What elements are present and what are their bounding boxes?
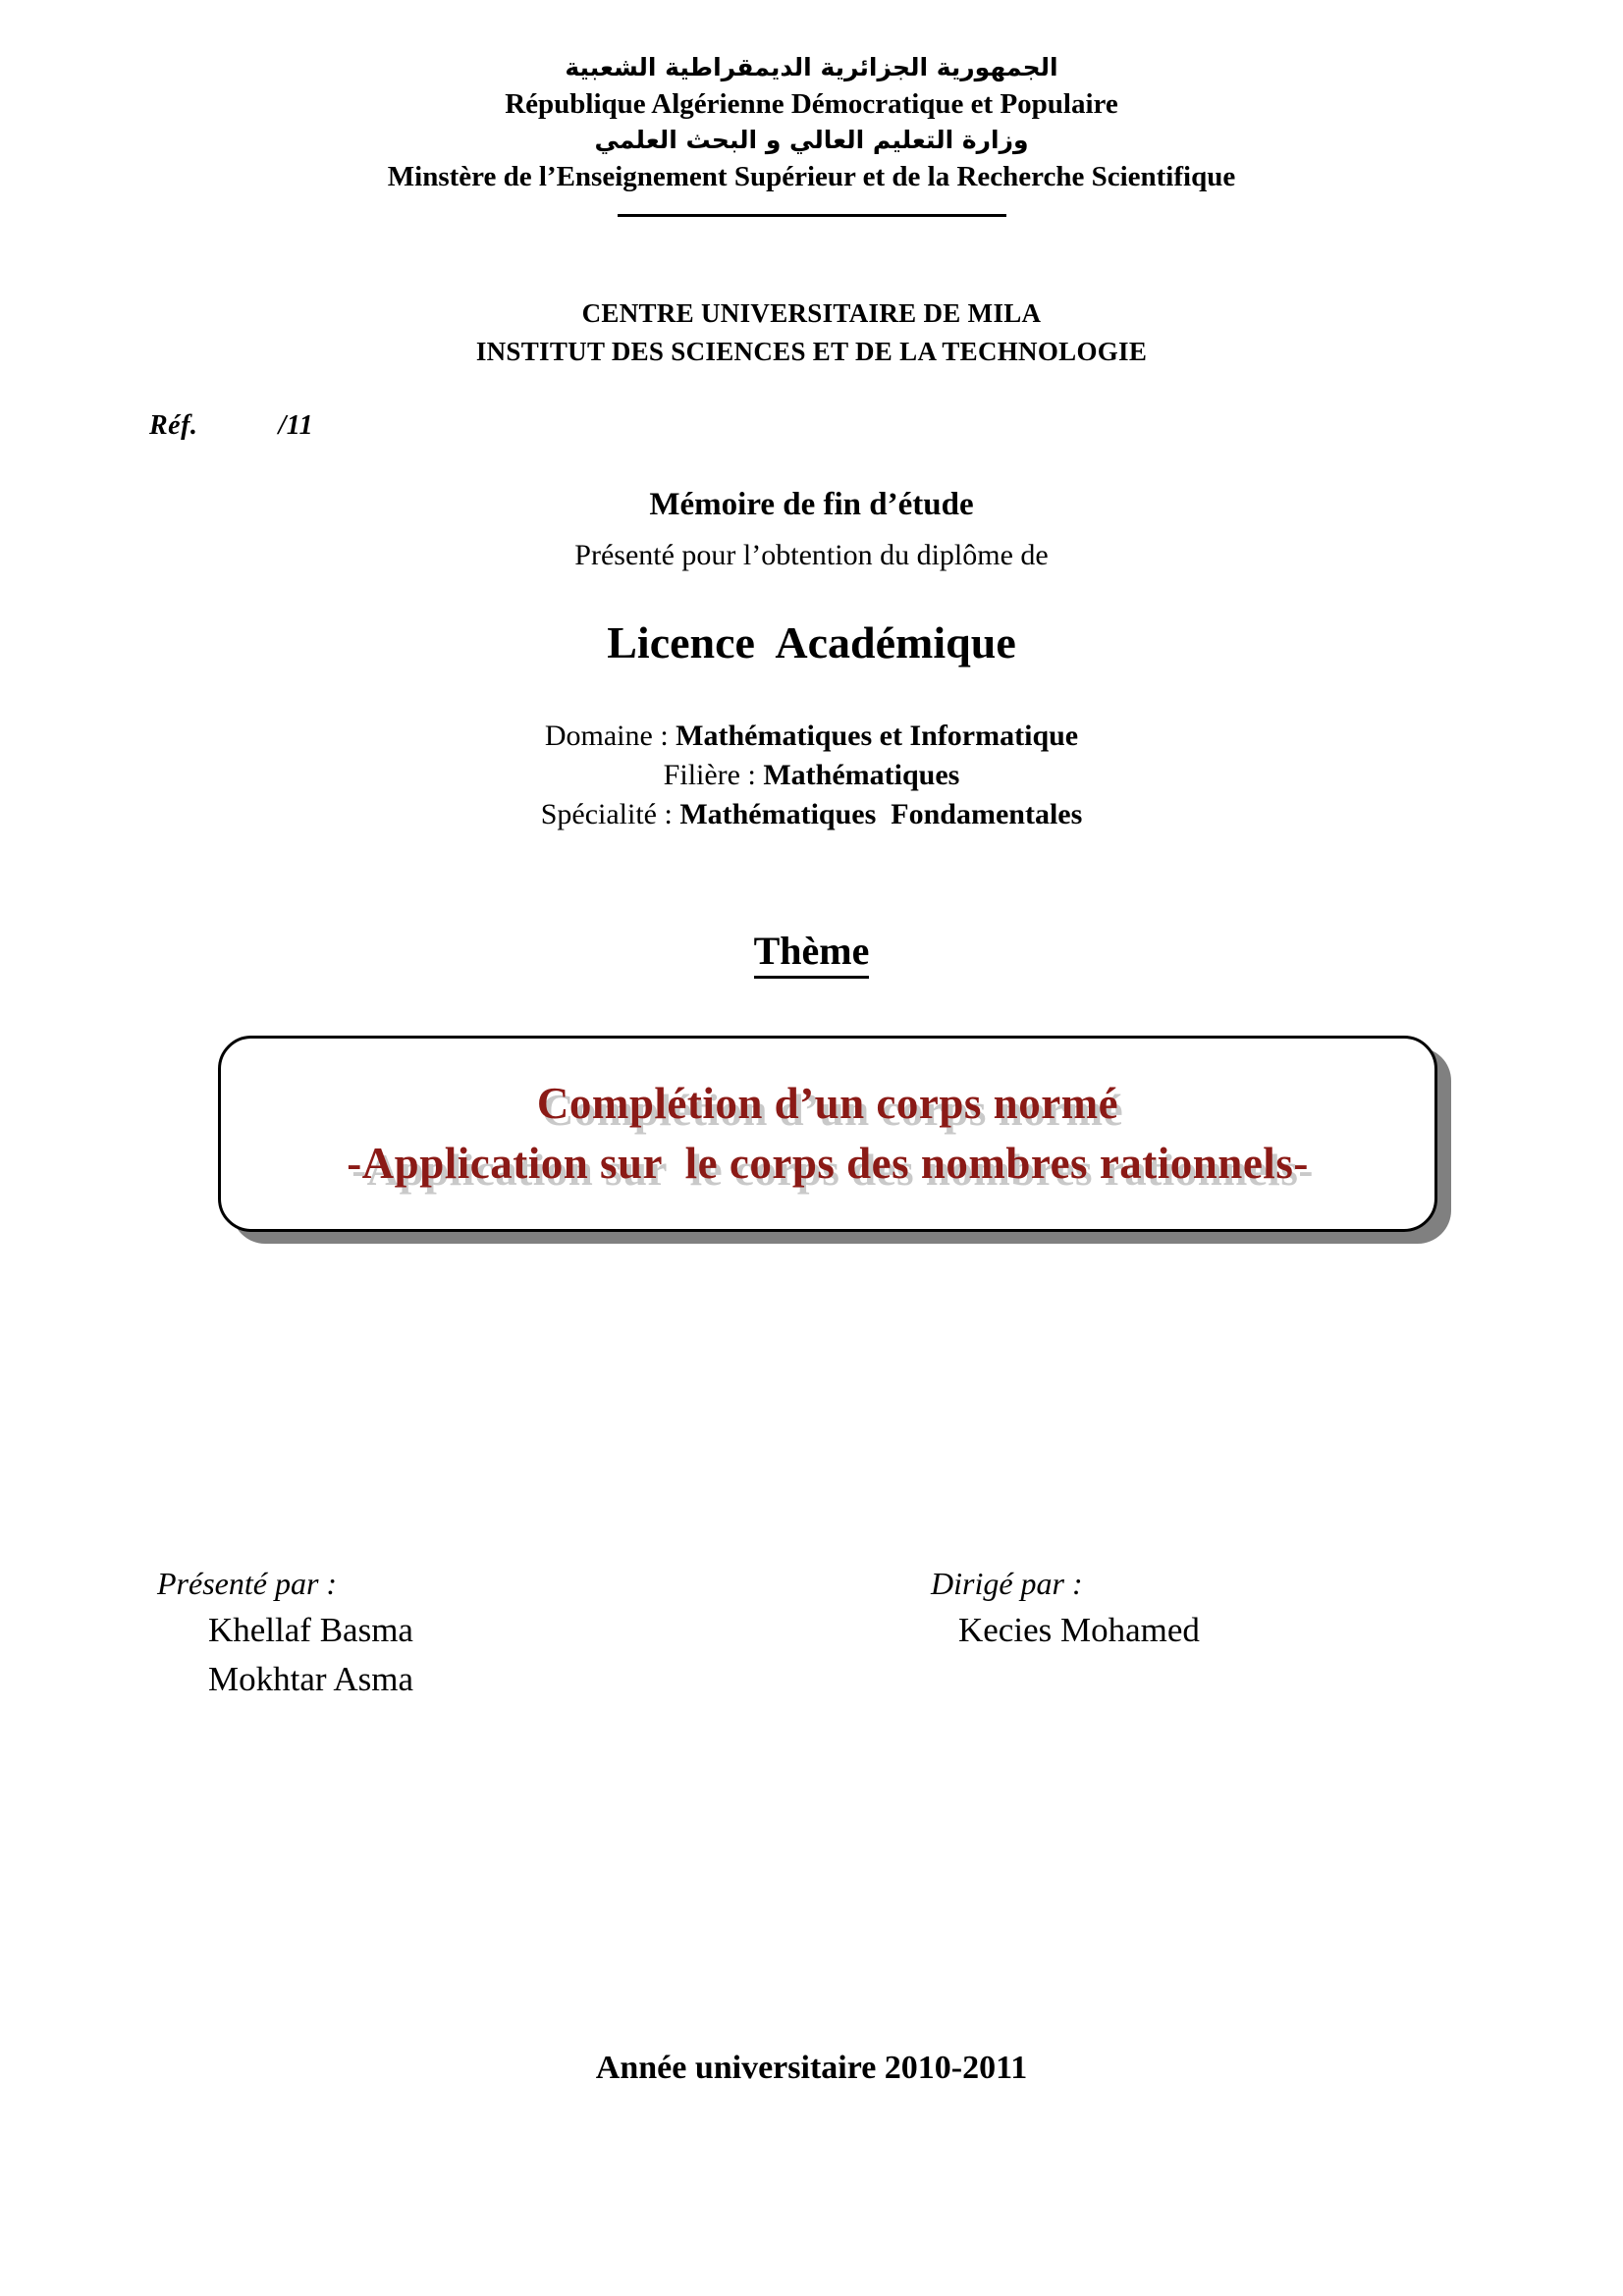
supervisor-name-1: Kecies Mohamed bbox=[958, 1611, 1200, 1649]
specialite-row bbox=[0, 795, 1623, 834]
supervised-by-label: Dirigé par : bbox=[931, 1566, 1083, 1601]
presented-by-column bbox=[157, 1561, 413, 1704]
program-details bbox=[0, 717, 1623, 834]
domaine-row bbox=[0, 717, 1623, 756]
thesis-title-box bbox=[218, 1036, 1437, 1232]
student-name-1: Khellaf Basma bbox=[208, 1611, 413, 1649]
header-french-ministry: Minstère de l’Enseignement Supérieur et de la Recherche Scientifique bbox=[387, 161, 1236, 192]
institute-name: INSTITUT DES SCIENCES ET DE LA TECHNOLOGIE bbox=[475, 337, 1148, 366]
filiere-label: Filière : bbox=[663, 759, 764, 791]
header-arabic-republic: الجمهورية الجزائرية الديمقراطية الشعبية bbox=[565, 53, 1058, 81]
institution-block bbox=[0, 294, 1623, 371]
filiere-value: Mathématiques bbox=[763, 759, 960, 791]
domaine-label: Domaine : bbox=[544, 720, 676, 752]
domaine-value: Mathématiques et Informatique bbox=[676, 720, 1079, 752]
reference-value: /11 bbox=[278, 410, 314, 441]
header-french-republic: République Algérienne Démocratique et Populaire bbox=[505, 88, 1118, 120]
presented-for-text: Présenté pour l’obtention du diplôme de bbox=[574, 539, 1049, 571]
reference-line bbox=[149, 410, 313, 442]
academic-year: Année universitaire 2010-2011 bbox=[595, 2050, 1028, 2086]
thesis-title-box-wrapper bbox=[218, 1036, 1437, 1232]
supervised-by-column bbox=[931, 1561, 1200, 1655]
thesis-title-line-2: -Application sur le corps des nombres rationnels- bbox=[347, 1139, 1309, 1188]
theme-heading-text: Thème bbox=[754, 929, 870, 979]
thesis-title-line-1: Complétion d’un corps normé bbox=[536, 1079, 1119, 1128]
presented-by-label: Présenté par : bbox=[157, 1566, 338, 1601]
university-center-name: CENTRE UNIVERSITAIRE DE MILA bbox=[581, 298, 1042, 328]
reference-label: Réf. bbox=[149, 410, 198, 441]
specialite-value: Mathématiques Fondamentales bbox=[679, 798, 1083, 830]
degree-title: Licence Académique bbox=[607, 617, 1016, 667]
authors-block bbox=[0, 1561, 1623, 1718]
memoire-heading: Mémoire de fin d’étude bbox=[649, 487, 974, 522]
theme-heading bbox=[0, 928, 1623, 974]
header-divider bbox=[618, 214, 1006, 217]
specialite-label: Spécialité : bbox=[540, 798, 680, 830]
document-header bbox=[0, 51, 1623, 217]
header-arabic-ministry: وزارة التعليم العالي و البحث العلمي bbox=[594, 126, 1029, 154]
filiere-row bbox=[0, 756, 1623, 795]
student-name-2: Mokhtar Asma bbox=[208, 1660, 414, 1698]
